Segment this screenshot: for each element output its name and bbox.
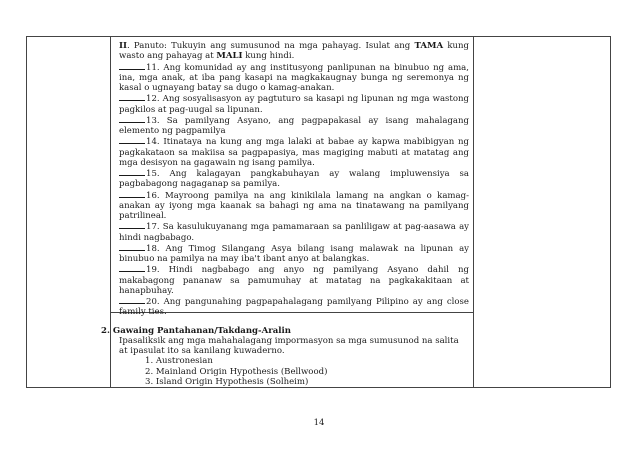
section-numeral: II	[119, 41, 127, 51]
question-item: 15. Ang kalagayan pangkabuhayan ay walang impluwensiya sa pagbabagong nagaganap sa pamilya.	[119, 169, 469, 190]
page-number: 14	[313, 418, 325, 428]
question-list	[112, 62, 469, 318]
answer-blank	[119, 136, 145, 144]
question-item: 19. Hindi nagbabago ang anyo ng pamilyang Asyano dahil ng makabagong pananaw sa pamumuhay at matatag na pagkakakitaan at hanapbuhay.	[119, 265, 469, 296]
answer-blank	[119, 264, 145, 272]
question-item: 14. Itinataya na kung ang mga lalaki at babae ay kapwa mabibigyan ng pagkakataon sa makiisa sa pagpapasiya, mas magiging mabuti at matatag ang mga desisyon na gagawain ng isang pamilya.	[119, 137, 469, 168]
answer-blank	[119, 115, 145, 123]
question-item: 13. Sa pamilyang Asyano, ang pagpapakasal ay isang mahalagang elemento ng pagpamilya	[119, 115, 469, 136]
question-item: 16. Mayroong pamilya na ang kinikilala lamang na angkan o kamag-anakan ay iyong mga kaanak sa bahagi ng ama na tinatawang na pamilyang patrilineal.	[119, 190, 469, 221]
assignment-list-item: 2. Mainland Origin Hypothesis (Bellwood)	[145, 366, 328, 377]
question-item: 11. Ang komunidad ay ang institusyong panlipunan na binubuo ng ama, ina, mga anak, at iba pang kasapi na magkakaugnay bunga ng seremonya ng kasal o ugnayang batay sa dugo o kamag-anakan.	[119, 62, 469, 93]
question-item: 18. Ang Timog Silangang Asya bilang isang malawak na lipunan ay binubuo na pamilya na may iba't ibant anyo at balangkas.	[119, 243, 469, 264]
answer-blank	[119, 221, 145, 229]
mali-label: MALI	[216, 51, 243, 62]
assignment-list-item: 1. Austronesian	[145, 356, 213, 367]
instructions: II. Panuto: Tukuyin ang sumusunod na mga pahayag. Isulat ang TAMA kung wasto ang pahayag at MALI kung hindi.	[119, 41, 469, 62]
assignment-list-item: 3. Island Origin Hypothesis (Solheim)	[145, 376, 309, 387]
question-item: 17. Sa kasulukuyanang mga pamamaraan sa panliligaw at pag-aasawa ay hindi nagbabago.	[119, 222, 469, 243]
answer-blank	[119, 243, 145, 251]
answer-blank	[119, 62, 145, 70]
question-item: 20. Ang pangunahing pagpapahalagang pamilyang Pilipino ay ang close family ties.	[119, 297, 469, 318]
answer-blank	[119, 93, 145, 101]
answer-blank	[119, 190, 145, 198]
tama-label: TAMA	[414, 41, 444, 51]
assignment-body: Ipasaliksik ang mga mahahalagang impormasyon sa mga sumusunod na salita at ipasulat ito sa kanilang kuwaderno.	[119, 335, 459, 356]
answer-blank	[119, 296, 145, 304]
lesson-content	[101, 41, 469, 387]
question-item: 12. Ang sosyalisasyon ay pagtuturo sa kasapi ng lipunan ng mga wastong pagkilos at pag-uugal sa lipunan.	[119, 94, 469, 115]
answer-blank	[119, 168, 145, 176]
assignment-heading: 2. Gawaing Pantahanan/Takdang-Aralin	[101, 325, 291, 336]
column-divider-right	[473, 37, 474, 387]
